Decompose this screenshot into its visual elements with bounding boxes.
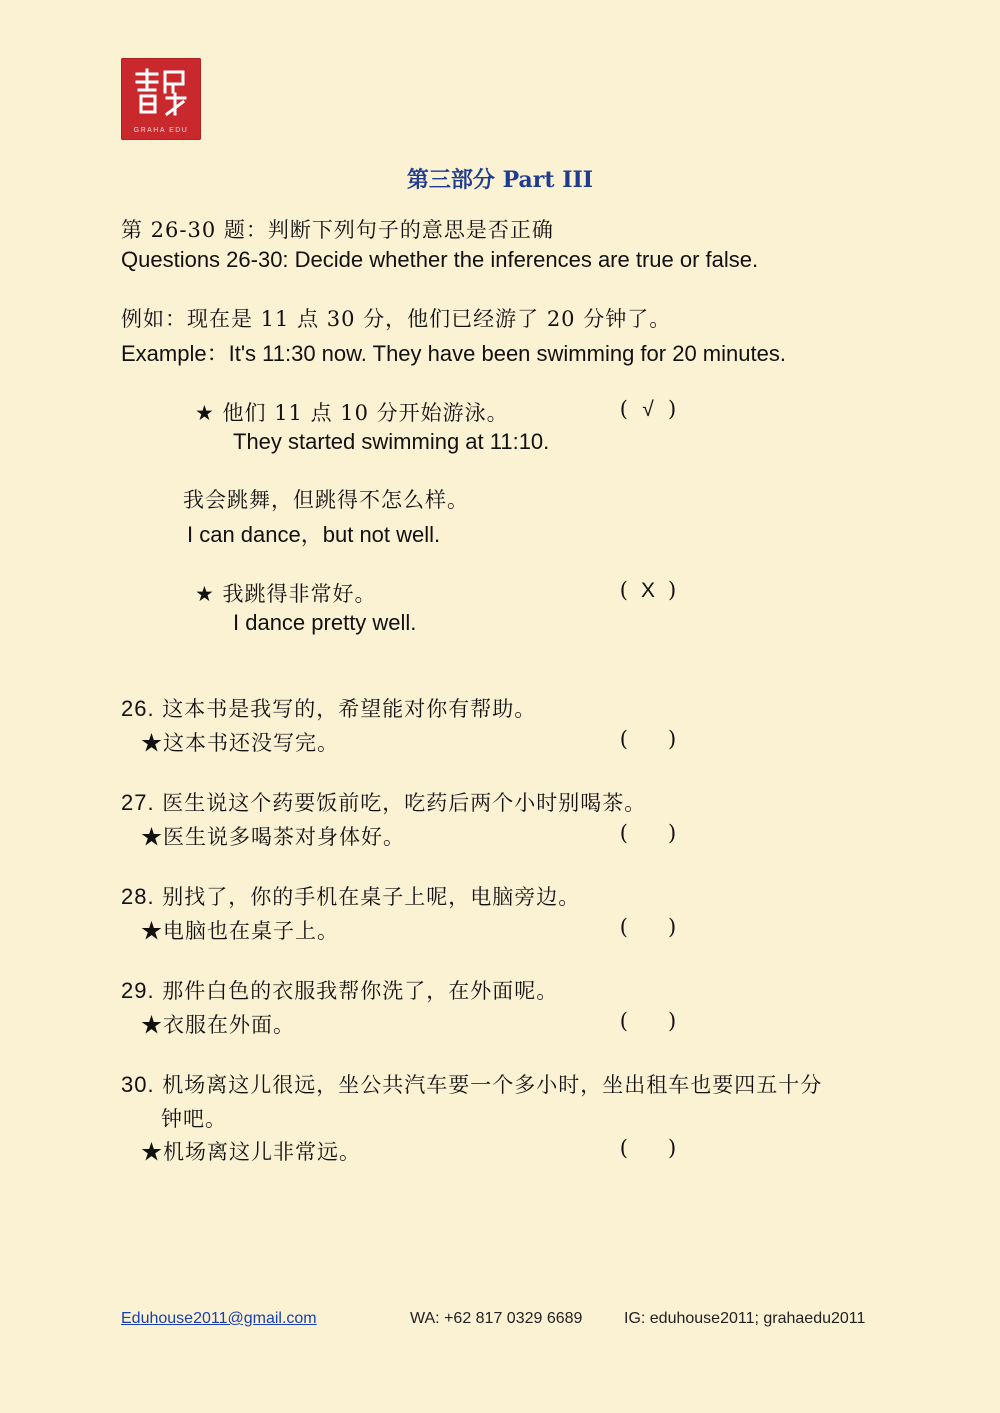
- question-number: 26.: [121, 696, 155, 721]
- seal-glyph-icon: [133, 68, 189, 116]
- instructions-cn: 第 26-30 题：判断下列句子的意思是否正确: [121, 218, 554, 242]
- question-26-statement: ★这本书还没写完。: [141, 731, 339, 755]
- question-26: [121, 693, 536, 723]
- email-link[interactable]: Eduhouse2011@gmail.com: [121, 1310, 317, 1327]
- logo-brand-text: GRAHA EDU: [133, 127, 189, 134]
- example1-statement-cn: 他们 11 点 10 分开始游泳。: [222, 401, 509, 425]
- question-26-answer[interactable]: ( ): [619, 727, 677, 751]
- question-number: 27.: [121, 790, 155, 815]
- example2-cn: 我会跳舞，但跳得不怎么样。: [183, 488, 469, 512]
- example2-statement: [195, 578, 377, 608]
- question-text: 别找了，你的手机在桌子上呢，电脑旁边。: [162, 885, 581, 909]
- footer-email[interactable]: [121, 1310, 317, 1328]
- question-number: 30.: [121, 1072, 155, 1097]
- question-30-answer[interactable]: ( ): [619, 1136, 677, 1160]
- question-text: 那件白色的衣服我帮你洗了，在外面呢。: [162, 979, 559, 1003]
- example1-cn: 例如：现在是 11 点 30 分，他们已经游了 20 分钟了。: [121, 307, 672, 331]
- question-text: 机场离这儿很远，坐公共汽车要一个多小时，坐出租车也要四五十分: [162, 1073, 823, 1097]
- question-30-text-cont: 钟吧。: [161, 1107, 227, 1131]
- footer-whatsapp: WA: +62 817 0329 6689: [410, 1310, 583, 1327]
- example2-answer-value: X: [640, 579, 655, 602]
- example2-statement-cn: 我跳得非常好。: [222, 582, 377, 606]
- instructions-en: Questions 26-30: Decide whether the inferences are true or false.: [121, 247, 759, 272]
- example1-answer: ( √ ): [619, 397, 677, 421]
- question-text: 这本书是我写的，希望能对你有帮助。: [162, 697, 537, 721]
- question-28-answer[interactable]: ( ): [619, 915, 677, 939]
- question-29: [121, 975, 558, 1005]
- question-28: [121, 881, 580, 911]
- star-icon: ★: [195, 582, 215, 606]
- question-27-statement: ★医生说多喝茶对身体好。: [141, 825, 405, 849]
- question-29-answer[interactable]: ( ): [619, 1009, 677, 1033]
- star-icon: ★: [195, 401, 215, 425]
- question-30: [121, 1069, 822, 1099]
- question-29-statement: ★衣服在外面。: [141, 1013, 295, 1037]
- example1-en: Example：It's 11:30 now. They have been swimming for 20 minutes.: [121, 341, 786, 366]
- question-text: 医生说这个药要饭前吃，吃药后两个小时别喝茶。: [162, 791, 647, 815]
- section-title: 第三部分 Part III: [406, 167, 594, 193]
- example2-statement-en: I dance pretty well.: [233, 610, 417, 635]
- example2-answer: ( X ): [619, 578, 677, 602]
- question-27-answer[interactable]: ( ): [619, 821, 677, 845]
- example1-statement-en: They started swimming at 11:10.: [233, 429, 550, 454]
- example1-statement: [195, 397, 509, 427]
- question-number: 28.: [121, 884, 155, 909]
- graha-edu-logo: [121, 58, 201, 140]
- example2-en: I can dance，but not well.: [187, 522, 441, 547]
- question-number: 29.: [121, 978, 155, 1003]
- example1-answer-value: √: [642, 398, 654, 421]
- footer-instagram: IG: eduhouse2011; grahaedu2011: [624, 1310, 866, 1327]
- question-27: [121, 787, 646, 817]
- question-28-statement: ★电脑也在桌子上。: [141, 919, 339, 943]
- question-30-statement: ★机场离这儿非常远。: [141, 1140, 361, 1164]
